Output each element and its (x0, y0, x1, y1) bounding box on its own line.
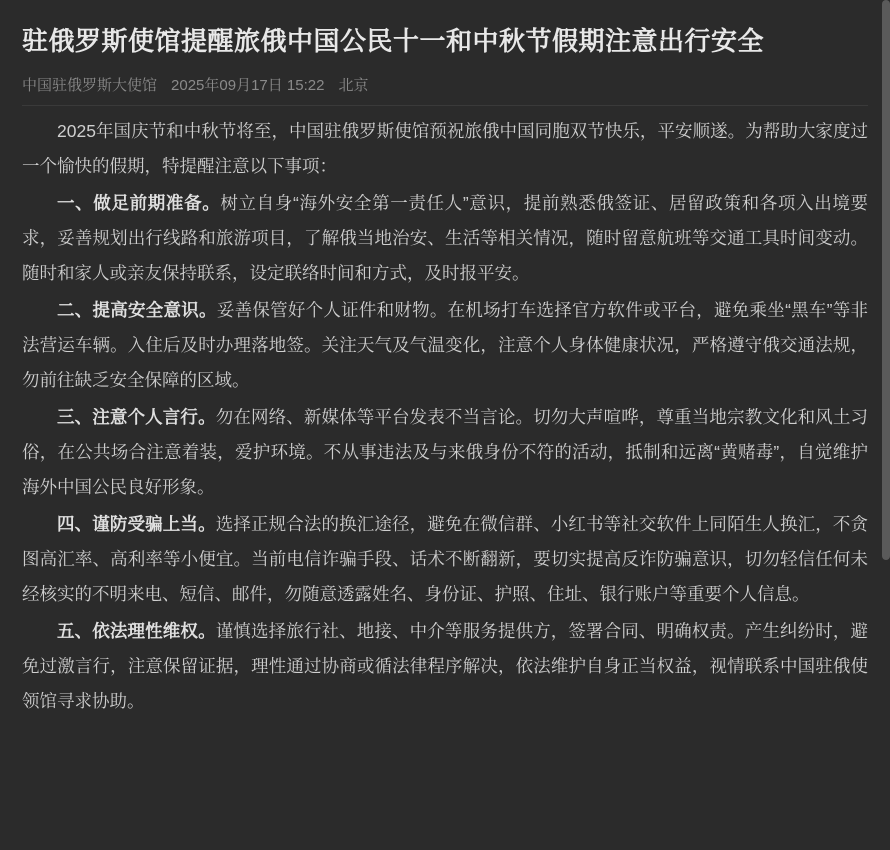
article-source: 中国驻俄罗斯大使馆 (22, 77, 158, 94)
article-paragraph (22, 293, 868, 398)
article-paragraph (22, 507, 868, 612)
paragraph-text: 2025年国庆节和中秋节将至，中国驻俄罗斯使馆预祝旅俄中国同胞双节快乐，平安顺遂。为帮助大家度过一个愉快的假期，特提醒注意以下事项： (22, 121, 868, 176)
paragraph-lead: 二、提高安全意识。 (57, 300, 217, 320)
article-paragraph (22, 614, 868, 719)
article-datetime: 2025年09月17日 15:22 (171, 77, 325, 94)
article-meta (22, 74, 868, 95)
article-paragraph (22, 400, 868, 505)
article-paragraph (22, 186, 868, 291)
article-body (22, 114, 868, 719)
article-paragraph (22, 114, 868, 184)
paragraph-text: 选择正规合法的换汇途径，避免在微信群、小红书等社交软件上同陌生人换汇，不贪图高汇率、高利率等小便宜。当前电信诈骗手段、话术不断翻新，要切实提高反诈防骗意识，切勿轻信任何未经核实的不明来电、短信、邮件，勿随意透露姓名、身份证、护照、住址、银行账户等重要个人信息。 (22, 514, 869, 604)
header-divider (22, 105, 868, 106)
paragraph-text: 妥善保管好个人证件和财物。在机场打车选择官方软件或平台，避免乘坐“黑车”等非法营运车辆。入住后及时办理落地签。关注天气及气温变化，注意个人身体健康状况，严格遵守俄交通法规，勿前往缺乏安全保障的区域。 (22, 300, 869, 390)
paragraph-text: 谨慎选择旅行社、地接、中介等服务提供方，签署合同、明确权责。产生纠纷时，避免过激言行，注意保留证据，理性通过协商或循法律程序解决，依法维护自身正当权益，视情联系中国驻俄使领馆寻求协助。 (22, 621, 869, 711)
paragraph-lead: 三、注意个人言行。 (57, 407, 216, 427)
scrollbar-thumb[interactable] (882, 0, 890, 560)
paragraph-lead: 四、谨防受骗上当。 (57, 514, 216, 534)
paragraph-lead: 一、做足前期准备。 (57, 193, 221, 213)
paragraph-text: 勿在网络、新媒体等平台发表不当言论。切勿大声喧哗，尊重当地宗教文化和风土习俗，在公共场合注意着装，爱护环境。不从事违法及与来俄身份不符的活动，抵制和远离“黄赌毒”，自觉维护海外中国公民良好形象。 (22, 407, 869, 497)
page-scrollbar[interactable] (882, 0, 890, 850)
article-location: 北京 (338, 77, 369, 94)
paragraph-lead: 五、依法理性维权。 (57, 621, 216, 641)
page-title: 驻俄罗斯使馆提醒旅俄中国公民十一和中秋节假期注意出行安全 (22, 26, 765, 56)
paragraph-text: 树立自身“海外安全第一责任人”意识，提前熟悉俄签证、居留政策和各项入出境要求，妥善规划出行线路和旅游项目，了解俄当地治安、生活等相关情况，随时留意航班等交通工具时间变动。随时和家人或亲友保持联系，设定联络时间和方式，及时报平安。 (22, 193, 869, 283)
